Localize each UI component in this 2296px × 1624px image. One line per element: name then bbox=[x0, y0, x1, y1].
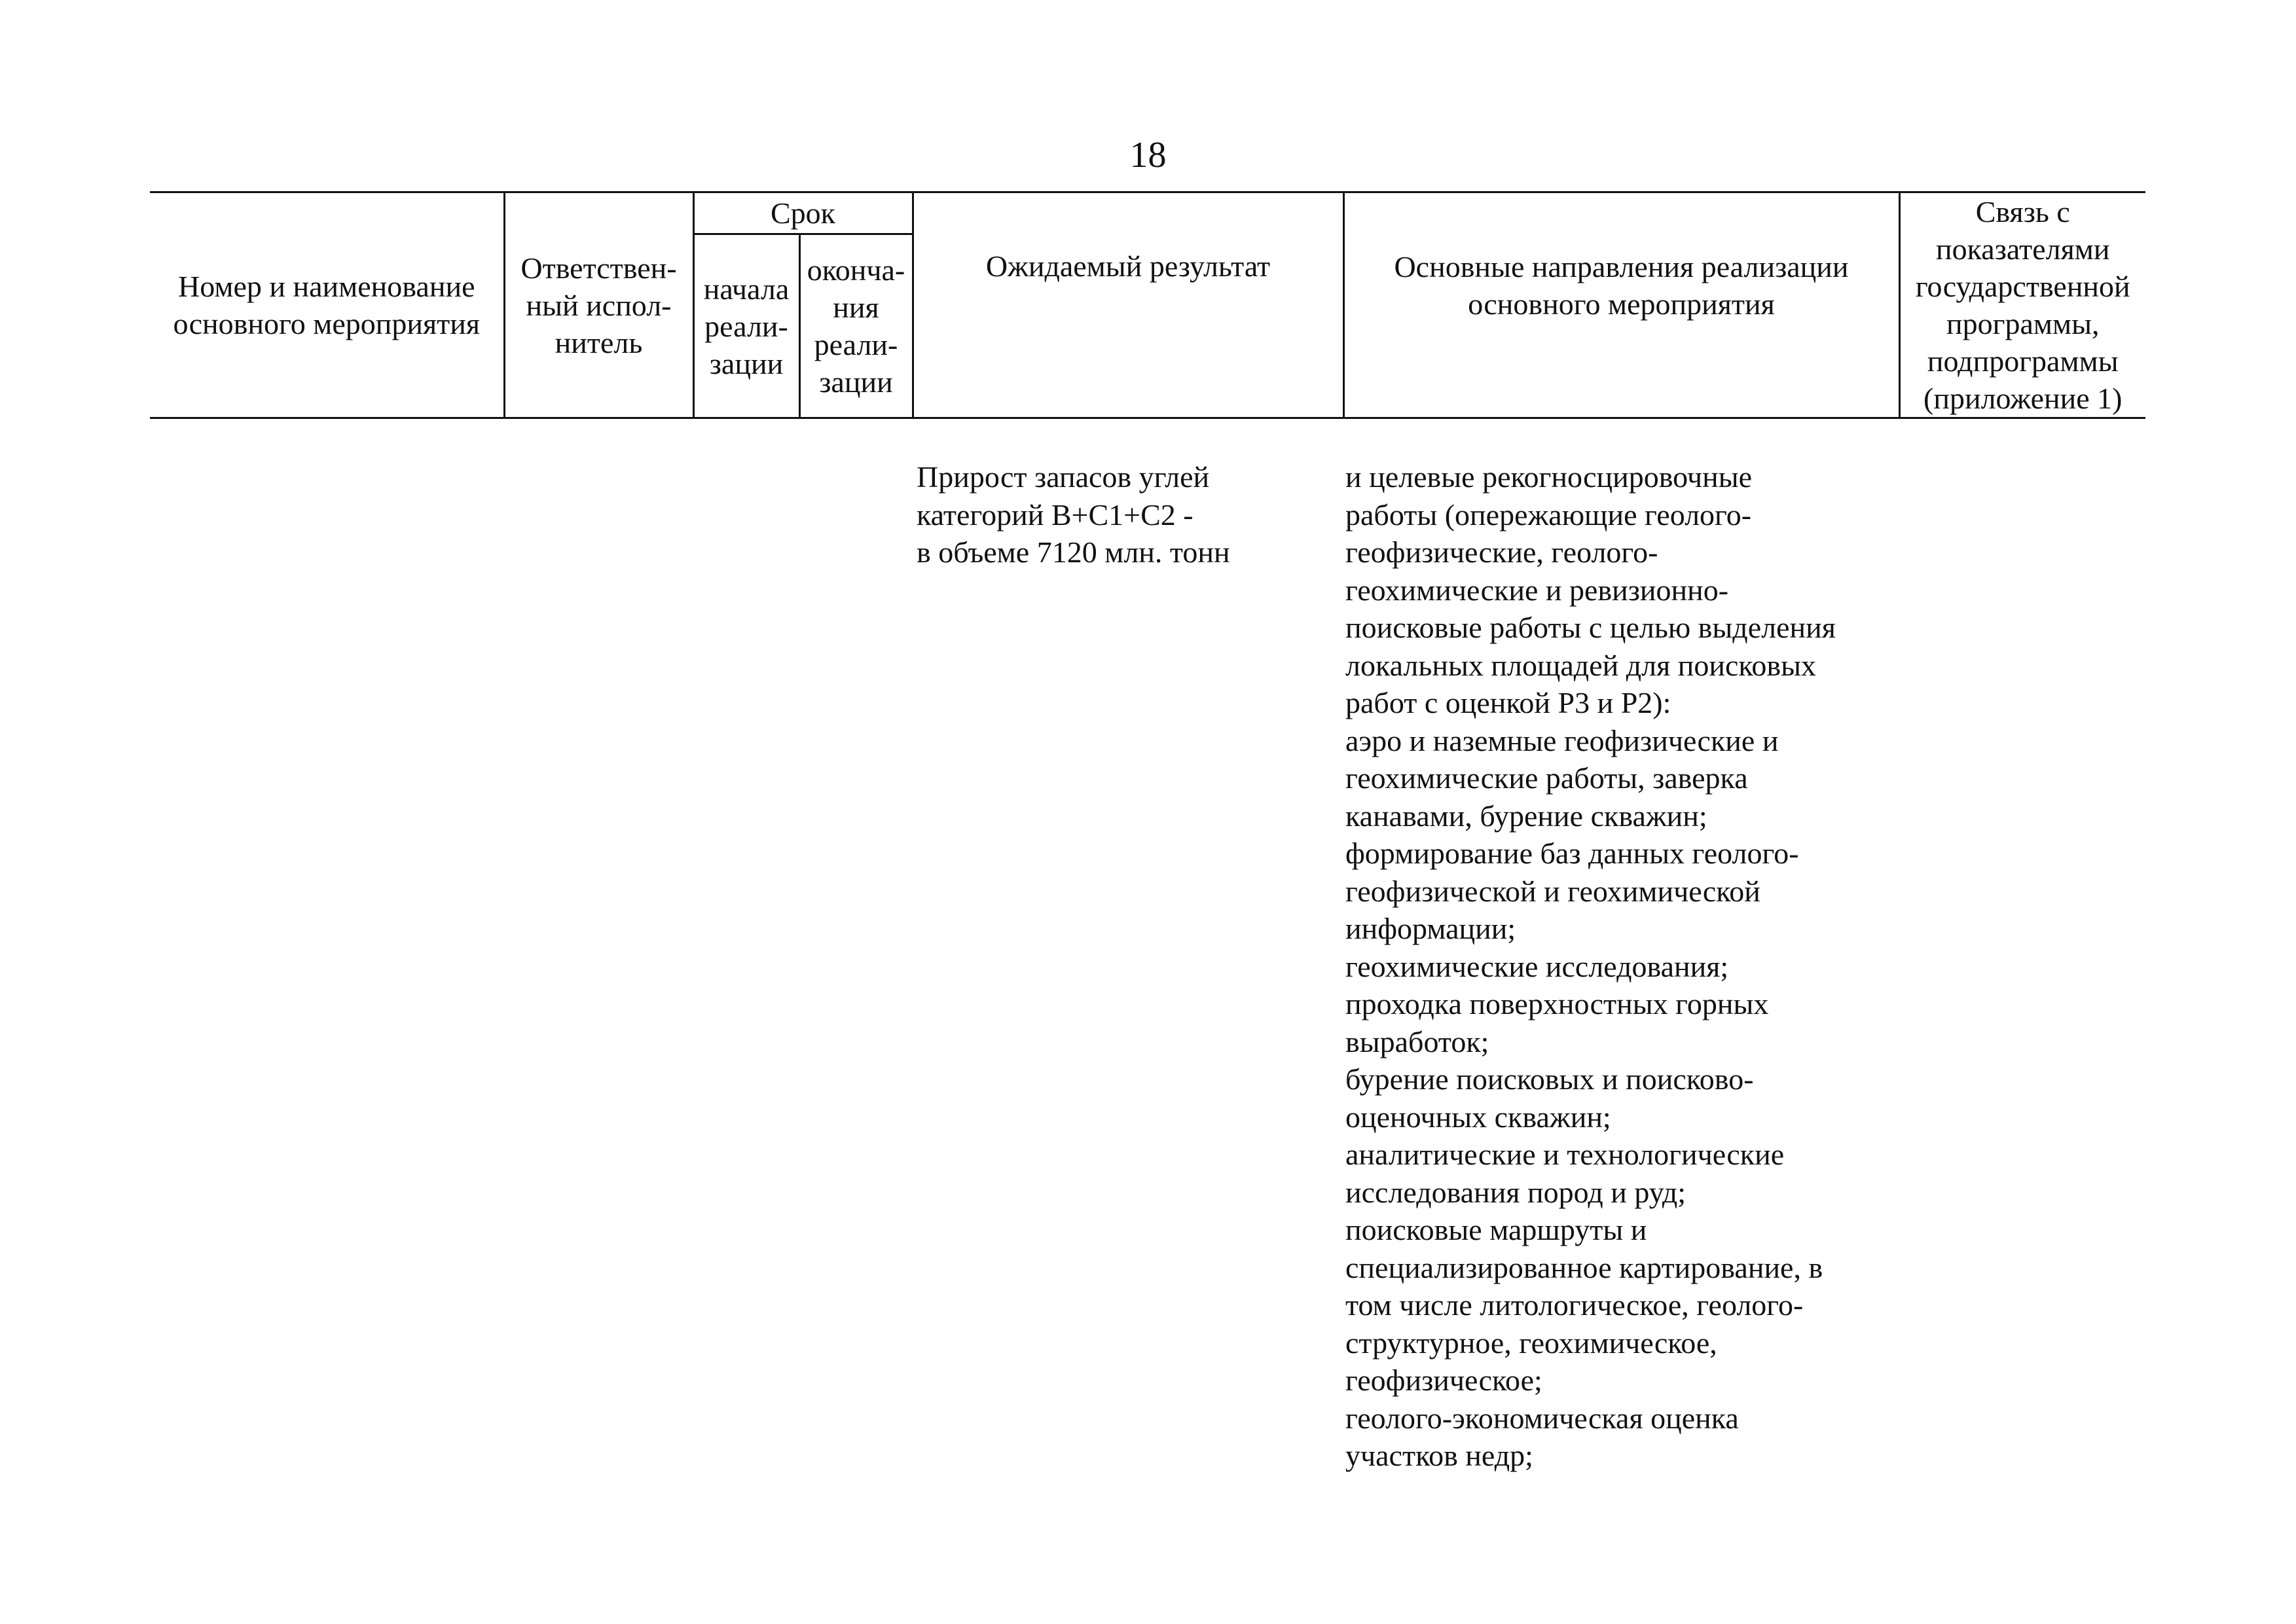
directions-cell: и целевые рекогносцировочные работы (опережающие геолого- геофизические, геолого- геохимические и ревизионно- поисковые работы с целью выделения локальных площадей для поисковых работ с оценкой Р3 и Р2): аэро и наземные геофизические и геохимические работы, заверка канавами, бурение скважин; формирование баз данных геолого- геофизической и геохимической информации; геохимические исследования; проходка поверхностных горных выработок; бурение поисковых и поисково- оценочных скважин; аналитические и технологические исследования пород и руд; поисковые маршруты и специализированное картирование, в том числе литологическое, геолого- структурное, геохимическое, геофизическое; геолого-экономическая оценка участков недр; bbox=[1345, 460, 1836, 1472]
header-directions-text: Основные направления реализации основного мероприятия bbox=[1394, 250, 1849, 321]
header-link-text: Связь с показателями государственной программы, подпрограммы (приложение 1) bbox=[1915, 195, 2130, 415]
header-term-end-text: оконча- ния реали- зации bbox=[807, 253, 905, 399]
header-result-text: Ожидаемый результат bbox=[985, 249, 1271, 283]
header-executor bbox=[504, 192, 693, 418]
header-term-end bbox=[799, 234, 913, 418]
header-term-start-text: начала реали- зации bbox=[703, 272, 790, 380]
header-link bbox=[1899, 192, 2145, 418]
table-header bbox=[150, 191, 2145, 419]
header-event-name-text: Номер и наименование основного мероприятия bbox=[173, 270, 481, 340]
header-term-text: Срок bbox=[770, 196, 836, 230]
result-cell: Прирост запасов углей категорий В+С1+С2 - в объеме 7120 млн. тонн bbox=[917, 460, 1230, 569]
header-executor-text: Ответствен- ный испол- нитель bbox=[520, 251, 677, 359]
header-result bbox=[913, 192, 1343, 418]
header-term bbox=[693, 192, 913, 234]
header-event-name bbox=[150, 192, 504, 418]
header-directions bbox=[1343, 192, 1899, 418]
page-number: 18 bbox=[1129, 135, 1167, 175]
header-term-start bbox=[693, 234, 799, 418]
